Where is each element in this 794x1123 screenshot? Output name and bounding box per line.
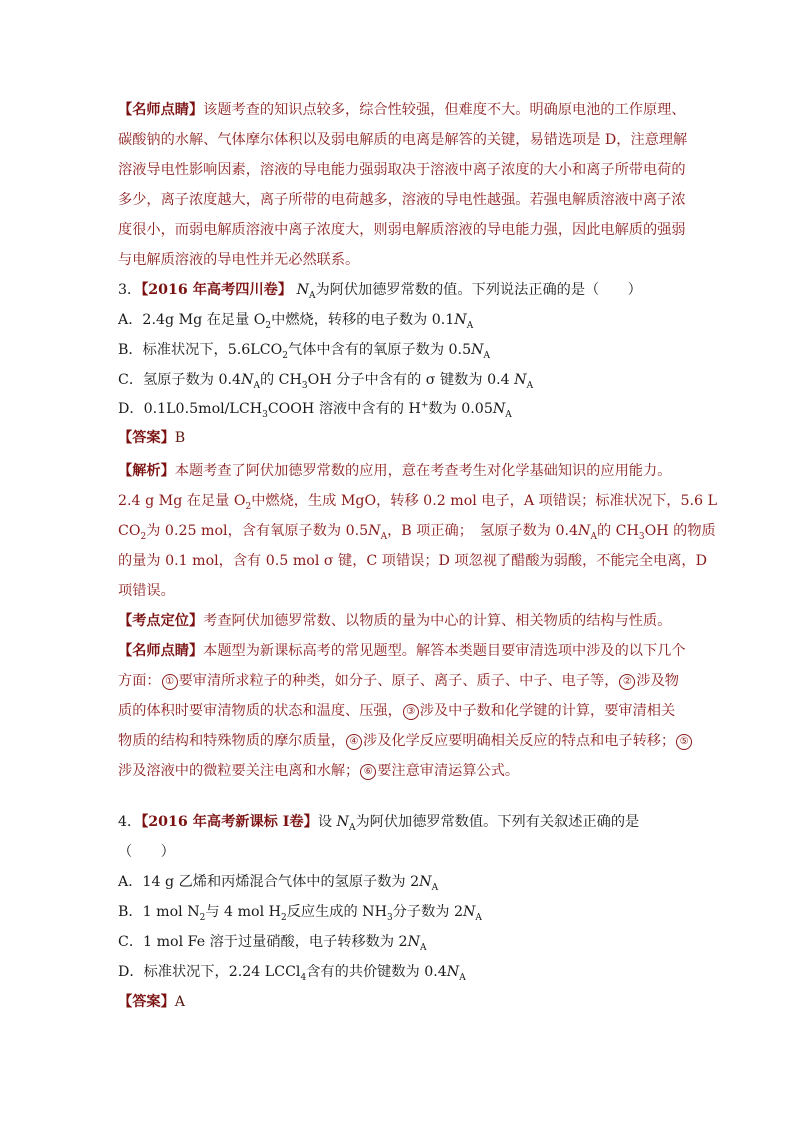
paragraph-line: 度很小，而弱电解质溶液中离子浓度大，则弱电解质溶液的导电能力强，因此电解质的强弱 [118, 222, 686, 238]
option-b: B．1 mol $N_2$与 4 mol $H_2$反应生成的 $NH_3$分子数为 $2N_A$ [118, 904, 482, 923]
teacher-comment-line: 物质的结构和特殊物质的摩尔质量， ④ 涉及化学反应要明确相关反应的特点和电子转移； ⑤ [118, 726, 678, 756]
answer-tag: 【答案】 [118, 994, 175, 1010]
teacher-comment-paragraph [118, 95, 688, 275]
teacher-comment-tag: 【名师点睛】 [118, 102, 204, 118]
teacher-comment-line: 方面： ① 要审清所求粒子的种类，如分子、原子、离子、质子、中子、电子等， ② 涉及物 [118, 673, 679, 689]
question-3 [118, 275, 717, 786]
circled-number: ④ [346, 734, 362, 750]
analysis-line: 项错误。 [118, 583, 175, 599]
paragraph-line: 多少，离子浓度越大，离子所带的电荷越多，溶液的导电性越强。若强电解质溶液中离子浓 [118, 192, 686, 208]
answer-value: B [174, 430, 186, 446]
question-source: 【2016 年高考四川卷】 [141, 282, 293, 298]
paragraph-line: 与电解质溶液的导电性并无必然联系。 [118, 252, 360, 268]
analysis-line: 【解析】本题考查了阿伏加德罗常数的应用，意在考查考生对化学基础知识的应用能力。 [118, 463, 672, 479]
analysis-line: 的量为 0.1 mol，含有 0.5 mol σ 键，C 项错误；D 项忽视了醋酸为弱酸，不能完全电离，D [118, 553, 707, 569]
analysis-tag: 【解析】 [118, 463, 175, 479]
option-c: C．1 mol Fe 溶于过量硝酸，电子转移数为 $2N_A$ [118, 934, 427, 953]
paragraph-line: 碳酸钠的水解、气体摩尔体积以及弱电解质的电离是解答的关键，易错选项是 D，注意理解 [118, 132, 688, 148]
key-point-tag: 【考点定位】 [118, 613, 204, 629]
option-a: A．14 g 乙烯和丙烯混合气体中的氢原子数为 $2N_A$ [118, 874, 439, 893]
answer-tag: 【答案】 [118, 430, 175, 446]
question-4 [118, 807, 678, 1017]
option-a: A．2.4g Mg 在足量 $O_2$中燃烧，转移的电子数为 $0.1N_A$ [118, 312, 474, 331]
option-d: D．标准状况下，2.24 LCCl$_4$含有的共价键数为 $0.4N_A$ [118, 964, 466, 983]
option-d: D．$0.1L0.5mol/LCH_3COOH$ 溶液中含有的 H+数为 $0.05N_A$ [118, 400, 512, 420]
teacher-comment-line: 涉及溶液中的微粒要关注电离和水解； ⑥ 要注意审清运算公式。 [118, 763, 520, 779]
analysis-line: $CO_2$为 0.25 mol，含有氧原子数为 $0.5N_A$，B 项正确； 氢原子数为 $0.4N_A$的 $CH_3OH$ 的物质 [118, 523, 716, 542]
analysis-line: 2.4 g Mg 在足量 $O_2$中燃烧，生成 MgO，转移 0.2 mol 电子，A 项错误；标准状况下，5.6 L [118, 493, 717, 512]
circled-number: ⑥ [360, 764, 376, 780]
question-stem: 4．【2016 年高考新课标 Ⅰ卷】设 $N_A$为阿伏加德罗常数值。下列有关叙述正确的是 [118, 814, 640, 833]
paragraph-line: 【名师点睛】该题考查的知识点较多，综合性较强，但难度不大。明确原电池的工作原理、 [118, 102, 686, 118]
option-c: C．氢原子数为 $0.4N_A$的 $CH_3OH$ 分子中含有的 σ 键数为 0.4 $N_A$ [118, 372, 534, 391]
teacher-comment-tag: 【名师点睛】 [118, 643, 204, 659]
teacher-comment-line: 【名师点睛】本题型为新课标高考的常见题型。解答本类题目要审清选项中涉及的以下几个 [118, 643, 686, 659]
teacher-comment-line: 质的体积时要审清物质的状态和温度、压强， ③ 涉及中子数和化学键的计算，要审清相关 [118, 703, 676, 719]
option-b: B．标准状况下，$5.6LCO_2$气体中含有的氧原子数为 $0.5N_A$ [118, 342, 491, 361]
answer-line [118, 987, 678, 1017]
answer-line [118, 424, 678, 453]
circled-number: ⑤ [676, 734, 692, 750]
paragraph-line: 溶液导电性影响因素，溶液的导电能力强弱取决于溶液中离子浓度的大小和离子所带电荷的 [118, 162, 686, 178]
question-source: 【2016 年高考新课标 Ⅰ卷】 [141, 814, 318, 830]
answer-value: A [174, 994, 186, 1010]
circled-number: ② [619, 674, 635, 690]
circled-number: ① [162, 674, 178, 690]
question-stem: 3．【2016 年高考四川卷】 $N_A$为阿伏加德罗常数的值。下列说法正确的是（ ） [118, 282, 642, 301]
key-point-line: 【考点定位】考查阿伏加德罗常数、以物质的量为中心的计算、相关物质的结构与性质。 [118, 613, 672, 629]
question-paren: （ ） [118, 844, 175, 860]
circled-number: ③ [403, 704, 419, 720]
